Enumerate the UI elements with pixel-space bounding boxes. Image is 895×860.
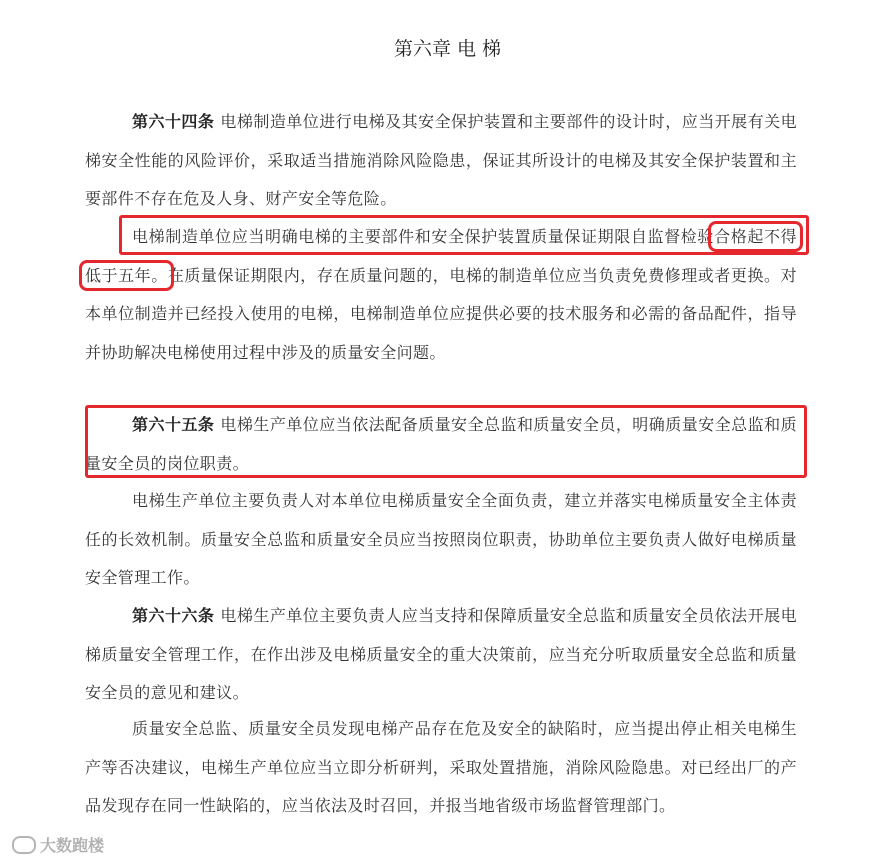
watermark-text: 大数跑楼 <box>40 836 105 855</box>
article-text: 质量安全总监、质量安全员发现电梯产品存在危及安全的缺陷时，应当提出停止相关电梯生产等否决建议，电梯生产单位应当立即分析研判，采取处置措施，消除风险隐患。对已经出厂的产品发现存在同一性缺陷的，应当依法及时召回，并报当地省级市场监督管理部门。 <box>85 719 797 815</box>
article-66-para2 <box>85 710 797 826</box>
article-number: 第六十五条 <box>132 415 215 434</box>
watermark <box>12 833 104 856</box>
article-64 <box>85 103 797 219</box>
article-text: 电梯生产单位主要负责人应当支持和保障质量安全总监和质量安全员依法开展电梯质量安全管理工作，在作出涉及电梯质量安全的重大决策前，应当充分听取质量安全总监和质量安全员的意见和建议。 <box>85 606 797 702</box>
article-number: 第六十六条 <box>132 606 215 625</box>
article-66 <box>85 597 797 713</box>
highlight-text-line1: 电梯制造单位应当明确电梯的主要部件和安全保护装置质量保证期限自监督检验 <box>132 227 715 246</box>
highlight-text-line2: 合格起不得低于五年。 <box>85 227 797 285</box>
article-number: 第六十四条 <box>132 112 215 131</box>
article-text: 电梯生产单位应当依法配备质量安全总监和质量安全员，明确质量安全总监和质量安全员的岗位职责。 <box>85 415 797 473</box>
article-text: 电梯生产单位主要负责人对本单位电梯质量安全全面负责，建立并落实电梯质量安全主体责任的长效机制。质量安全总监和质量安全员应当按照岗位职责，协助单位主要负责人做好电梯质量安全管理工作。 <box>85 491 797 587</box>
article-65 <box>85 406 797 483</box>
warranty-paragraph <box>85 218 797 372</box>
article-text: 电梯制造单位进行电梯及其安全保护装置和主要部件的设计时，应当开展有关电梯安全性能的风险评价，采取适当措施消除风险隐患，保证其所设计的电梯及其安全保护装置和主要部件不存在危及人身、财产安全等危险。 <box>85 112 797 208</box>
article-text: 在质量保证期限内，存在质量问题的，电梯的制造单位应当负责免费修理或者更换。对本单位制造并已经投入使用的电梯，电梯制造单位应提供必要的技术服务和必需的备品配件，指导并协助解决电梯使用过程中涉及的质量安全问题。 <box>85 265 797 362</box>
chapter-title: 第六章 电 梯 <box>393 38 502 60</box>
watermark-logo-icon <box>12 836 36 854</box>
article-65-para2 <box>85 482 797 598</box>
